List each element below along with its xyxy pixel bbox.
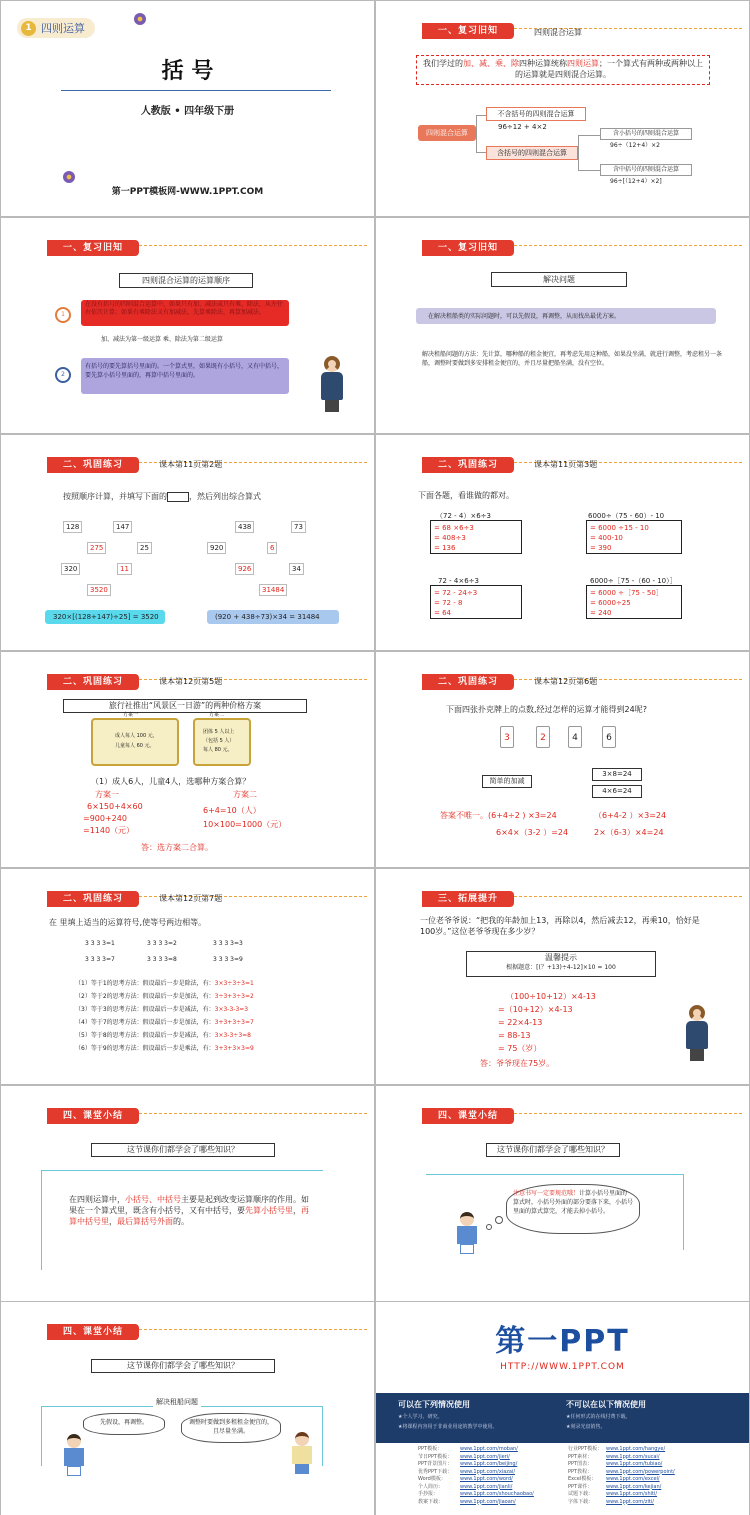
tree-b-result: 6: [267, 542, 277, 554]
method-line: [75, 992, 254, 1001]
section-subtitle: 课本第11页第2题: [159, 460, 223, 469]
link-row[interactable]: [568, 1491, 738, 1499]
step: = 64: [434, 609, 451, 617]
intro-ops: 加、减、乘、除: [463, 59, 519, 68]
answer-1: 答案不唯一。(6+4÷2 ) ×3=24: [440, 811, 557, 820]
cannot-use-item: ★任何形式的在线付费下载。: [566, 1414, 631, 1420]
step: = 400-10: [590, 534, 623, 542]
intro-text: 四种运算统称: [519, 59, 567, 68]
link-label: 节日PPT模板：: [418, 1453, 453, 1460]
slide-7-exercise-5[interactable]: [1, 652, 374, 867]
answer: 答：选方案二合算。: [141, 843, 213, 852]
textbook-edition: 人教版 • 四年级下册: [140, 106, 235, 117]
operation-levels: 加、减法为第一级运算 乘、除法为第二级运算: [101, 336, 223, 343]
summary-keyword: 先算小括号里: [245, 1206, 293, 1215]
branch-line: [476, 115, 486, 153]
link-url[interactable]: www.1ppt.com/word/: [460, 1476, 513, 1482]
usage-panel: [376, 1393, 749, 1443]
tree-a-result: 11: [117, 563, 132, 575]
student-boy-illustration: [61, 1434, 87, 1480]
section-tag: 二、巩固练习: [47, 674, 139, 690]
link-list-left: [418, 1446, 568, 1506]
link-row[interactable]: [568, 1446, 738, 1454]
intro-text: ；一个算式有两种或两种以上的运算就是四则混合运算。: [515, 59, 703, 79]
playing-card-clubs: 4: [568, 726, 582, 748]
method-line: [75, 1031, 251, 1040]
method-text: （1）等于1的思考方法：假设最后一步是除法，有：: [75, 980, 215, 987]
summary-question: 这节课你们都学会了哪些知识？: [91, 1143, 275, 1157]
slide-9-exercise-7[interactable]: [1, 869, 374, 1084]
topic-heading: 四则混合运算的运算顺序: [119, 273, 253, 288]
plan-1-step: =1140（元）: [83, 826, 135, 835]
tree-a-number: 128: [63, 521, 82, 533]
section-tag: 一、复习旧知: [422, 240, 514, 256]
hint-multiply-1: 3×8=24: [592, 768, 642, 781]
plan-2-step: 10×100=1000（元）: [203, 820, 287, 829]
link-label: Excel模板：: [568, 1476, 597, 1482]
question: 下面四张扑克牌上的点数,经过怎样的运算才能得到24呢?: [446, 705, 647, 714]
question: [63, 491, 261, 502]
link-url[interactable]: www.1ppt.com/shiti/: [606, 1491, 658, 1497]
plan-2-step: 6+4=10（人）: [203, 806, 261, 815]
summary-text: [69, 1194, 309, 1227]
slide-2-review[interactable]: [376, 1, 749, 216]
link-row[interactable]: [418, 1454, 568, 1462]
plan-2-line: （包括 5 人）: [203, 738, 235, 744]
step: = 6000÷25: [590, 599, 631, 607]
section-tag: 四、课堂小结: [422, 1108, 514, 1124]
solution-step: （100÷10+12）×4-13: [506, 992, 596, 1001]
tree-b-number: 438: [235, 521, 254, 533]
link-row[interactable]: [418, 1476, 568, 1484]
intro-text: 我们学过的: [423, 59, 463, 68]
node-bracket: 含括号的四则混合运算: [486, 146, 578, 160]
link-url[interactable]: www.1ppt.com/jieri/: [460, 1453, 510, 1460]
method-answer: 3×3÷3÷3=1: [214, 980, 254, 987]
link-row[interactable]: [418, 1484, 568, 1492]
link-label: PPT模板：: [418, 1446, 443, 1452]
link-url[interactable]: www.1ppt.com/ziti/: [606, 1498, 654, 1505]
method-text: （2）等于2的思考方法：假设最后一步是加法，有：: [75, 993, 215, 1000]
summary-question: 这节课你们都学会了哪些知识？: [91, 1359, 275, 1373]
plan-1-title: 方案一: [95, 790, 119, 799]
plan-2-line: 团体 5 人以上: [203, 729, 235, 735]
lesson-title: 括 号: [161, 59, 214, 84]
method-line: [75, 1044, 254, 1053]
plan-1-step: =900+240: [83, 814, 127, 823]
puzzle: 3 3 3 3=2: [147, 940, 177, 947]
summary-part: 在四则运算中，: [69, 1195, 125, 1204]
link-url[interactable]: www.1ppt.com/xiazai/: [460, 1468, 516, 1475]
root-node: 四则混合运算: [418, 125, 476, 141]
rule-2-text: 有括号的要先算括号里面的。一个算式里，如果既有小括号，又有中括号，要先算小括号里面的，再算中括号里面的。: [85, 363, 284, 379]
slide-12-summary[interactable]: [376, 1086, 749, 1301]
brand-logo: 第一PPT: [495, 1324, 630, 1359]
link-label: 优秀PPT下载：: [418, 1468, 453, 1475]
title-underline: [61, 90, 331, 91]
link-url[interactable]: www.1ppt.com/excel/: [606, 1476, 660, 1482]
link-url[interactable]: www.1ppt.com/tubiao/: [606, 1461, 663, 1467]
tip-box: [466, 951, 656, 977]
expression-3: 72 - 4×6÷3: [438, 577, 479, 585]
link-row[interactable]: [418, 1469, 568, 1477]
tip-cloud: [506, 1184, 640, 1234]
method-text: （5）等于8的思考方法：假设最后一步是减法，有：: [75, 1032, 215, 1039]
link-label: 个人简历：: [418, 1483, 444, 1490]
slide-8-exercise-6[interactable]: [376, 652, 749, 867]
section-tag: 二、巩固练习: [47, 457, 139, 473]
puzzle: 3 3 3 3=9: [213, 956, 243, 963]
link-row[interactable]: [418, 1491, 568, 1499]
tree-a-result: 275: [87, 542, 106, 554]
method-text: 解决租船问题的方法：先计算，哪种船的租金便宜，再考虑先用这种船，如果没坐满，就进行调整，考虑租另一条船，调整时要做到多安排租金便宜的，并且尽量把船坐满，没有空位。: [422, 351, 723, 367]
plan-1-line: 成人每人 100 元，: [115, 733, 158, 739]
question-text: 按照顺序计算，并填写下面的: [63, 492, 167, 501]
answer-3: 6×4×（3-2 ）=24: [496, 828, 569, 837]
node-middle-bracket: 含中括号的四则混合运算: [600, 164, 692, 176]
link-url[interactable]: www.1ppt.com/hangye/: [606, 1446, 666, 1452]
link-row[interactable]: [568, 1461, 738, 1469]
intro-box: [416, 55, 710, 85]
answer-2: （6+4-2 ）×3=24: [594, 811, 667, 820]
link-url[interactable]: www.1ppt.com/jiaoan/: [460, 1498, 516, 1505]
link-label: 试题下载：: [568, 1491, 594, 1497]
plan-1-label: 方案一: [123, 712, 139, 718]
method-answer: 3÷3+3÷3=2: [214, 993, 254, 1000]
step: = 136: [434, 544, 456, 552]
link-url[interactable]: www.1ppt.com/kejian/: [606, 1483, 662, 1490]
tree-b-result: 926: [235, 563, 254, 575]
flower-icon: [134, 13, 146, 25]
answer: 答：爷爷现在75岁。: [480, 1059, 555, 1068]
site-footer: 第一PPT模板网-WWW.1PPT.COM: [111, 187, 264, 197]
section-subtitle: 课本第11页第3题: [534, 460, 598, 469]
section-tag: 四、课堂小结: [47, 1324, 139, 1340]
slide-6-exercise-3[interactable]: [376, 435, 749, 650]
solution-step: = 88-13: [498, 1031, 531, 1040]
tree-b-number: 34: [289, 563, 304, 575]
link-url[interactable]: www.1ppt.com/powerpoint/: [606, 1468, 675, 1475]
summary-part: 的。: [173, 1217, 189, 1226]
tree-b-number: 73: [291, 521, 306, 533]
cannot-use-item: ★刻录光盘销售。: [566, 1424, 606, 1430]
link-row[interactable]: [568, 1454, 738, 1462]
tip-emphasis: 注意书写一定要规范哦！: [513, 1190, 580, 1197]
method-answer: 3×3-3÷3=8: [214, 1032, 251, 1039]
unit-number: 1: [21, 21, 36, 36]
playing-card-spades: 6: [602, 726, 616, 748]
tree-a-number: 147: [113, 521, 132, 533]
playing-card-diamonds: 2: [536, 726, 550, 748]
plan-1-step: 6×150+4×60: [87, 802, 143, 811]
link-row[interactable]: [418, 1499, 568, 1507]
tree-a-number: 25: [137, 542, 152, 554]
section-tag: 一、复习旧知: [422, 23, 514, 39]
link-row[interactable]: [568, 1484, 738, 1492]
step: = 6000 ÷［75 - 50］: [590, 589, 663, 597]
summary-keyword: 小括号、中括号: [125, 1195, 181, 1204]
solution-box-1: [430, 520, 522, 554]
section-subtitle: 课本第12页第6题: [534, 677, 598, 686]
section-tag: 三、拓展提升: [422, 891, 514, 907]
formula-a: 320×[(128+147)÷25] = 3520: [53, 613, 159, 621]
slide-11-summary[interactable]: [1, 1086, 374, 1301]
tree-b-result: 31484: [259, 584, 287, 596]
link-url[interactable]: www.1ppt.com/jianli/: [460, 1483, 513, 1490]
link-row[interactable]: [568, 1499, 738, 1507]
tip-title: 温馨提示: [545, 953, 577, 962]
question: 在 里填上适当的运算符号,使等号两边相等。: [49, 918, 207, 927]
method-text: （4）等于7的思考方法：假设最后一步是加法，有：: [75, 1019, 215, 1026]
slide-10-extension[interactable]: [376, 869, 749, 1084]
solution-box-4: [586, 585, 682, 619]
link-label: PPT教程：: [568, 1468, 593, 1475]
method-line: [75, 1018, 254, 1027]
student-girl-illustration: [289, 1432, 315, 1478]
summary-part: 主要是起到改变运算顺序的作用。如果在一个算式里，既含有小括号，又有中括号，要: [69, 1195, 309, 1215]
step: = 240: [590, 609, 612, 617]
thought-bubble-dot: [495, 1216, 503, 1224]
link-label: PPT背景图片：: [418, 1461, 453, 1467]
slide-13-summary[interactable]: [1, 1302, 374, 1515]
method-line: [75, 979, 254, 988]
right-cloud: 调整时要做到多租租金便宜的，且尽量坐满。: [181, 1413, 281, 1443]
node-middle-bracket-example: 96÷[（12+4）×2]: [610, 178, 662, 185]
plan-2-line: 每人 80 元。: [203, 747, 233, 753]
left-cloud: 先假设，再调整。: [83, 1413, 165, 1435]
link-row[interactable]: [568, 1469, 738, 1477]
topic-heading: 解决问题: [491, 272, 627, 287]
solution-step: = 22×4-13: [498, 1018, 543, 1027]
can-use-item: ★将课程内容用于非商业用途的教学中使用。: [398, 1424, 498, 1430]
tip-text: 计算小括号里面的算式时，小括号外面的部分要落下来，小括号里面的算式算完，才能去掉小括号。: [513, 1190, 634, 1215]
intro-keyword: 四则运算: [567, 59, 599, 68]
section-tag: 二、巩固练习: [422, 674, 514, 690]
question: （1）成人6人，儿童4人，选哪种方案合算？: [91, 777, 251, 786]
solution-box-2: [586, 520, 682, 554]
summary-part: ，: [293, 1206, 301, 1215]
link-list-right: [568, 1446, 738, 1506]
link-label: 手抄报：: [418, 1491, 439, 1497]
section-subtitle: 四则混合运算: [534, 28, 582, 37]
section-subtitle: 课本第12页第7题: [159, 894, 223, 903]
link-url[interactable]: www.1ppt.com/moban/: [460, 1446, 518, 1452]
tree-a-number: 320: [61, 563, 80, 575]
slide-4-problem-solving[interactable]: [376, 218, 749, 433]
solution-box-3: [430, 585, 522, 619]
can-use-heading: 可以在下列情况使用: [398, 1400, 470, 1409]
puzzle: 3 3 3 3=1: [85, 940, 115, 947]
method-answer: 3+3+3÷3=7: [214, 1019, 254, 1026]
method-text: （6）等于9的思考方法：假设最后一步是乘法，有：: [75, 1045, 215, 1052]
branch-line: [578, 135, 600, 171]
link-label: PPT课件：: [568, 1483, 593, 1490]
summary-question: 这节课你们都学会了哪些知识？: [486, 1143, 620, 1157]
formula-b: (920 + 438÷73)×34 = 31484: [215, 613, 320, 621]
node-no-bracket: 不含括号的四则混合运算: [486, 107, 586, 121]
link-url[interactable]: www.1ppt.com/beijing/: [460, 1461, 518, 1467]
question: 一位老爷爷说：“把我的年龄加上13，再除以4，然后减去12，再乘10，恰好是100岁。”这位老爷爷现在多少岁？: [420, 916, 700, 936]
link-label: PPT素材：: [568, 1453, 593, 1460]
puzzle: 3 3 3 3=8: [147, 956, 177, 963]
step: = 72 - 8: [434, 599, 463, 607]
step: = 6000 ÷15 - 10: [590, 524, 649, 532]
link-label: 字体下载：: [568, 1498, 594, 1505]
step: = 408÷3: [434, 534, 466, 542]
tip-equation: 根据题意：[(？+13)÷4-12]×10 = 100: [506, 964, 616, 971]
method-answer: 3×3-3-3=3: [214, 1006, 249, 1013]
slide-3-review-order[interactable]: [1, 218, 374, 433]
link-row[interactable]: [418, 1446, 568, 1454]
step: = 72 - 24÷3: [434, 589, 478, 597]
solution-step: =（10+12）×4-13: [498, 1005, 573, 1014]
slide-5-exercise-2[interactable]: [1, 435, 374, 650]
plan-2-card: [193, 712, 251, 766]
rule-1-text: 在没有括号的四则混合运算中，如果只有加、减法或只有乘、除法，从左往右依次计算；如果有乘除法又有加减法，先算乘除法，再算加减法。: [85, 301, 284, 316]
link-label: Word模板：: [418, 1476, 446, 1482]
summary-keyword: 最后算括号外面: [117, 1217, 173, 1226]
method-answer: 3+3+3×3=9: [214, 1045, 254, 1052]
number-circle: 1: [55, 307, 71, 323]
link-row[interactable]: [418, 1461, 568, 1469]
step: = 68 ×6÷3: [434, 524, 474, 532]
expression-2: 6000÷（75 - 60）- 10: [588, 512, 665, 520]
expression-1: （72 - 4）×6÷3: [436, 512, 491, 520]
teacher-illustration: [319, 356, 345, 422]
puzzle: 3 3 3 3=3: [213, 940, 243, 947]
method-line: [75, 1005, 248, 1014]
summary-part: ，: [109, 1217, 117, 1226]
unit-title: 四则运算: [41, 22, 85, 35]
answer-4: 2×（6-3）×4=24: [594, 828, 664, 837]
node-no-bracket-example: 96÷12 + 4×2: [498, 123, 547, 131]
blank-box: [167, 492, 189, 502]
hint-multiply-2: 4×6=24: [592, 785, 642, 798]
puzzle: 3 3 3 3=7: [85, 956, 115, 963]
question-text: ，然后列出综合算式: [189, 492, 261, 501]
hint-simple: 简单的加减: [482, 775, 532, 788]
thought-bubble-dot: [486, 1224, 492, 1230]
node-small-bracket-example: 96÷（12+4）×2: [610, 142, 660, 149]
section-tag: 二、巩固练习: [47, 891, 139, 907]
step: = 390: [590, 544, 612, 552]
expression-4: 6000÷［75 -（60 - 10）］: [590, 577, 677, 585]
can-use-item: ★个人学习、研究。: [398, 1414, 443, 1420]
tree-a-result: 3520: [87, 584, 111, 596]
plan-2-label: 方案二: [209, 712, 225, 718]
section-tag: 四、课堂小结: [47, 1108, 139, 1124]
playing-card-hearts: 3: [500, 726, 514, 748]
plan-1-card: [91, 712, 179, 766]
section-tag: 二、巩固练习: [422, 457, 514, 473]
method-text: （3）等于3的思考方法：假设最后一步是减法，有：: [75, 1006, 215, 1013]
tip-text: 在解决租船类的实际问题时，可以先假设，再调整，从而找出最优方案。: [428, 313, 621, 320]
cannot-use-heading: 不可以在以下情况使用: [566, 1400, 646, 1409]
link-label: 行业PPT模板：: [568, 1446, 603, 1452]
section-subtitle: 课本第12页第5题: [159, 677, 223, 686]
flower-icon: [63, 171, 75, 183]
teacher-illustration: [684, 1005, 710, 1071]
student-boy-illustration: [454, 1212, 480, 1258]
question: 下面各题，看谁做的都对。: [418, 491, 514, 500]
brand-url: HTTP://WWW.1PPT.COM: [500, 1362, 625, 1372]
solution-step: = 75（岁）: [498, 1044, 542, 1053]
section-tag: 一、复习旧知: [47, 240, 139, 256]
plan-1-line: 儿童每人 60 元。: [115, 743, 155, 749]
summary-keyword: 再算中括号里: [69, 1206, 309, 1226]
node-small-bracket: 含小括号的四则混合运算: [600, 128, 692, 140]
link-url[interactable]: www.1ppt.com/shouchaobao/: [460, 1491, 534, 1497]
link-url[interactable]: www.1ppt.com/sucai/: [606, 1453, 660, 1460]
topic-label: 解决租船问题: [153, 1397, 201, 1407]
tree-b-number: 920: [207, 542, 226, 554]
link-label: 教案下载：: [418, 1498, 444, 1505]
link-label: PPT图表：: [568, 1461, 593, 1467]
slide-1-title[interactable]: [1, 1, 374, 216]
slide-14-credits[interactable]: [376, 1302, 749, 1515]
problem-heading: 旅行社推出“风景区一日游”的两种价格方案: [63, 699, 307, 713]
link-row[interactable]: [568, 1476, 738, 1484]
number-circle: 2: [55, 367, 71, 383]
plan-2-title: 方案二: [233, 790, 257, 799]
